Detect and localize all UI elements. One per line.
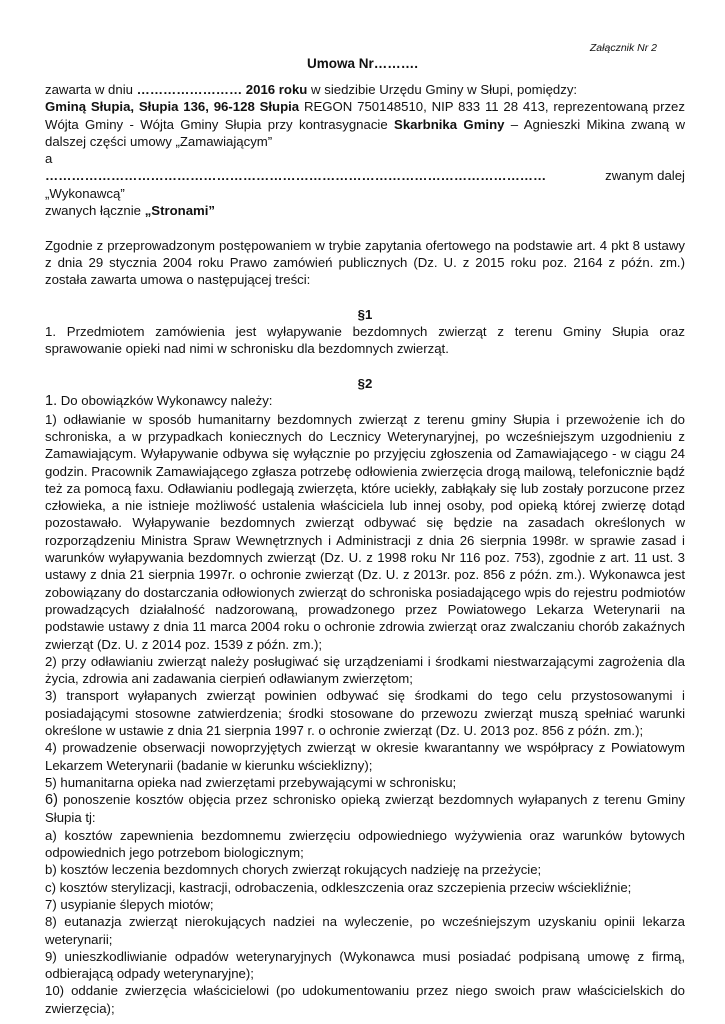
contract-title: Umowa Nr……….	[306, 56, 418, 71]
parties-text: zwanych łącznie	[45, 203, 145, 219]
intro-text-place: w siedzibie Urzędu Gminy w Słupi, pomiędzy:	[307, 82, 578, 97]
parties-line	[45, 202, 685, 219]
obligation-7: 7) usypianie ślepych miotów;	[45, 896, 214, 912]
obligation-6	[45, 791, 685, 827]
lead-number: 1.	[45, 393, 58, 410]
preamble: Zgodnie z przeprowadzonym postępowaniem w trybie zapytania ofertowego na podstawie art. 4 pkt 8 ustawy z dnia 29 stycznia 2004 roku Prawo zamówień publicznych (Dz. U. z 2015 roku poz. 2164 z późn. zm.) została zawarta umowa o następującej treści:	[45, 237, 685, 288]
conjunction-a: a	[45, 151, 53, 167]
obligation-6-number: 6)	[45, 792, 58, 809]
obligation-6c: c) kosztów sterylizacji, kastracji, odrobaczenia, odkleszczenia oraz szczepienia przeciw wściekliźnie;	[45, 879, 632, 895]
skarbnik-details: – Agnieszki Mikina zwaną w dalszej części umowy „Zamawiającym”	[45, 116, 685, 149]
contractor-called: zwanym dalej	[605, 168, 685, 184]
intro-date: …………………… 2016 roku	[136, 82, 308, 97]
annex-label: Załącznik Nr 2	[589, 42, 657, 54]
intro-text: zawarta w dniu	[45, 82, 137, 97]
obligation-10: 10) oddanie zwierzęcia właścicielowi (po udokumentowaniu przez niego swoich praw właścicielskich do zwierzęcia);	[45, 983, 685, 1016]
obligation-3: 3) transport wyłapanych zwierząt powinien odbywać się środkami do tego celu przystosowanymi i posiadającymi stosowne zatwierdzenia; środki stosowane do przewozu zwierząt muszą spełniać warunki określone w ustawie z dnia 21 sierpnia 1997 r. o ochronie zwierząt (Dz. U. 2013 poz. 856 z późn. zm.);	[45, 688, 685, 738]
skarbnik-label: Skarbnika Gminy	[394, 116, 505, 132]
contractor-line	[45, 167, 685, 184]
parties-label: „Stronami”	[144, 203, 216, 219]
section-2-heading: §2	[357, 376, 373, 392]
obligation-6b: b) kosztów leczenia bezdomnych chorych zwierząt rokujących nadzieję na przeżycie;	[45, 862, 542, 878]
section-2-lead	[45, 392, 685, 410]
intro-date-line	[45, 81, 685, 98]
gmina-name: Gminą Słupia, Słupia 136, 96-128 Słupia	[45, 99, 300, 115]
obligation-9: 9) unieszkodliwianie odpadów weterynaryjnych (Wykonawca musi posiadać podpisaną umowę z firmą, odbierającą odpady weterynaryjne);	[45, 948, 685, 982]
obligation-4: 4) prowadzenie obserwacji nowoprzyjętych zwierząt w okresie kwarantanny we współpracy z Powiatowym Lekarzem Weterynarii (badanie w kierunku wścieklizny);	[45, 740, 685, 773]
obligation-2: 2) przy odławianiu zwierząt należy posługiwać się urządzeniami i środkami niestwarzającymi zagrożenia dla życia, zdrowia ani zadawania cierpień odławianym zwierzętom;	[45, 653, 685, 687]
contractor-blank: ……………………………………………………………………………………………………	[45, 168, 547, 184]
obligation-5: 5) humanitarna opieka nad zwierzętami przebywającymi w schronisku;	[45, 774, 457, 790]
obligation-8: 8) eutanazja zwierząt nierokujących nadziei na wyleczenie, po wcześniejszym uzyskaniu opinii lekarza weterynarii;	[45, 914, 685, 947]
gmina-details: REGON 750148510, NIP 833 11 28 413, reprezentowaną przez Wójta Gminy - Wójta Gminy Słupia przy kontrasygnacie	[45, 99, 685, 132]
obligation-1: 1) odławianie w sposób humanitarny bezdomnych zwierząt z terenu gminy Słupia i przewożenie ich do schroniska, a w przypadkach koniecznych do Lecznicy Weterynaryjnej, po wcześniejszym uzgodnieniu z Zamawiającym. Wyłapywanie odbywa się wyłącznie po przyjęciu zgłoszenia od Zamawiającego - w ciągu 24 godzin. Pracownik Zamawiającego zgłasza potrzebę odłowienia zwierzęcia drogą mailową, telefonicznie bądź też za pomocą faxu. Odławianiu podlegają zwierzęta, które uciekły, zabłąkały się lub zostały porzucone przez człowieka, a nie istnieje możliwość ustalenia właściciela lub innej osoby, pod opieką której zwierzę dotąd pozostawało. Wyłapywanie bezdomnych zwierząt odbywać się będzie na zasadach określonych w rozporządzeniu Ministra Spraw Wewnętrznych i Administracji z dnia 26 sierpnia 1998r. w sprawie zasad i warunków wyłapywania bezdomnych zwierząt (Dz. U. z 1998 roku Nr 116 poz. 753), zgodnie z art. 11 ust. 3 ustawy z dnia 21 sierpnia 1997r. o ochronie zwierząt (Dz. U. z 2013r. poz. 856 z późn. zm.). Wykonawca jest zobowiązany do dostarczania odłowionych zwierząt do schroniska posiadającego wpis do rejestru podmiotów prowadzących działalność nadzorowaną, prowadzonego przez Powiatowego Lekarza Weterynarii na podstawie ustawy z dnia 11 marca 2004 roku o ochronie zdrowia zwierząt oraz zwalczaniu chorób zakaźnych zwierząt (Dz. U. z 2014 poz. 1539 z późn. zm.);	[45, 411, 685, 652]
party-gmina	[45, 98, 685, 150]
contract-body	[45, 81, 685, 1017]
section-1-heading: §1	[357, 306, 373, 322]
obligation-6-text: ponoszenie kosztów objęcia przez schronisko opieką zwierząt bezdomnych wyłapanych z terenu Gminy Słupia tj:	[45, 792, 685, 826]
section-1-text: 1. Przedmiotem zamówienia jest wyłapywanie bezdomnych zwierząt z terenu Gminy Słupia oraz sprawowanie opieki nad nimi w schronisku dla bezdomnych zwierząt.	[45, 324, 685, 357]
obligation-6a: a) kosztów zapewnienia bezdomnemu zwierzęciu odpowiedniego wyżywienia oraz warunków bytowych odpowiednich jego potrzebom biologicznym;	[45, 827, 685, 861]
lead-text: Do obowiązków Wykonawcy należy:	[57, 393, 273, 409]
contractor-label: „Wykonawcą”	[45, 185, 125, 201]
